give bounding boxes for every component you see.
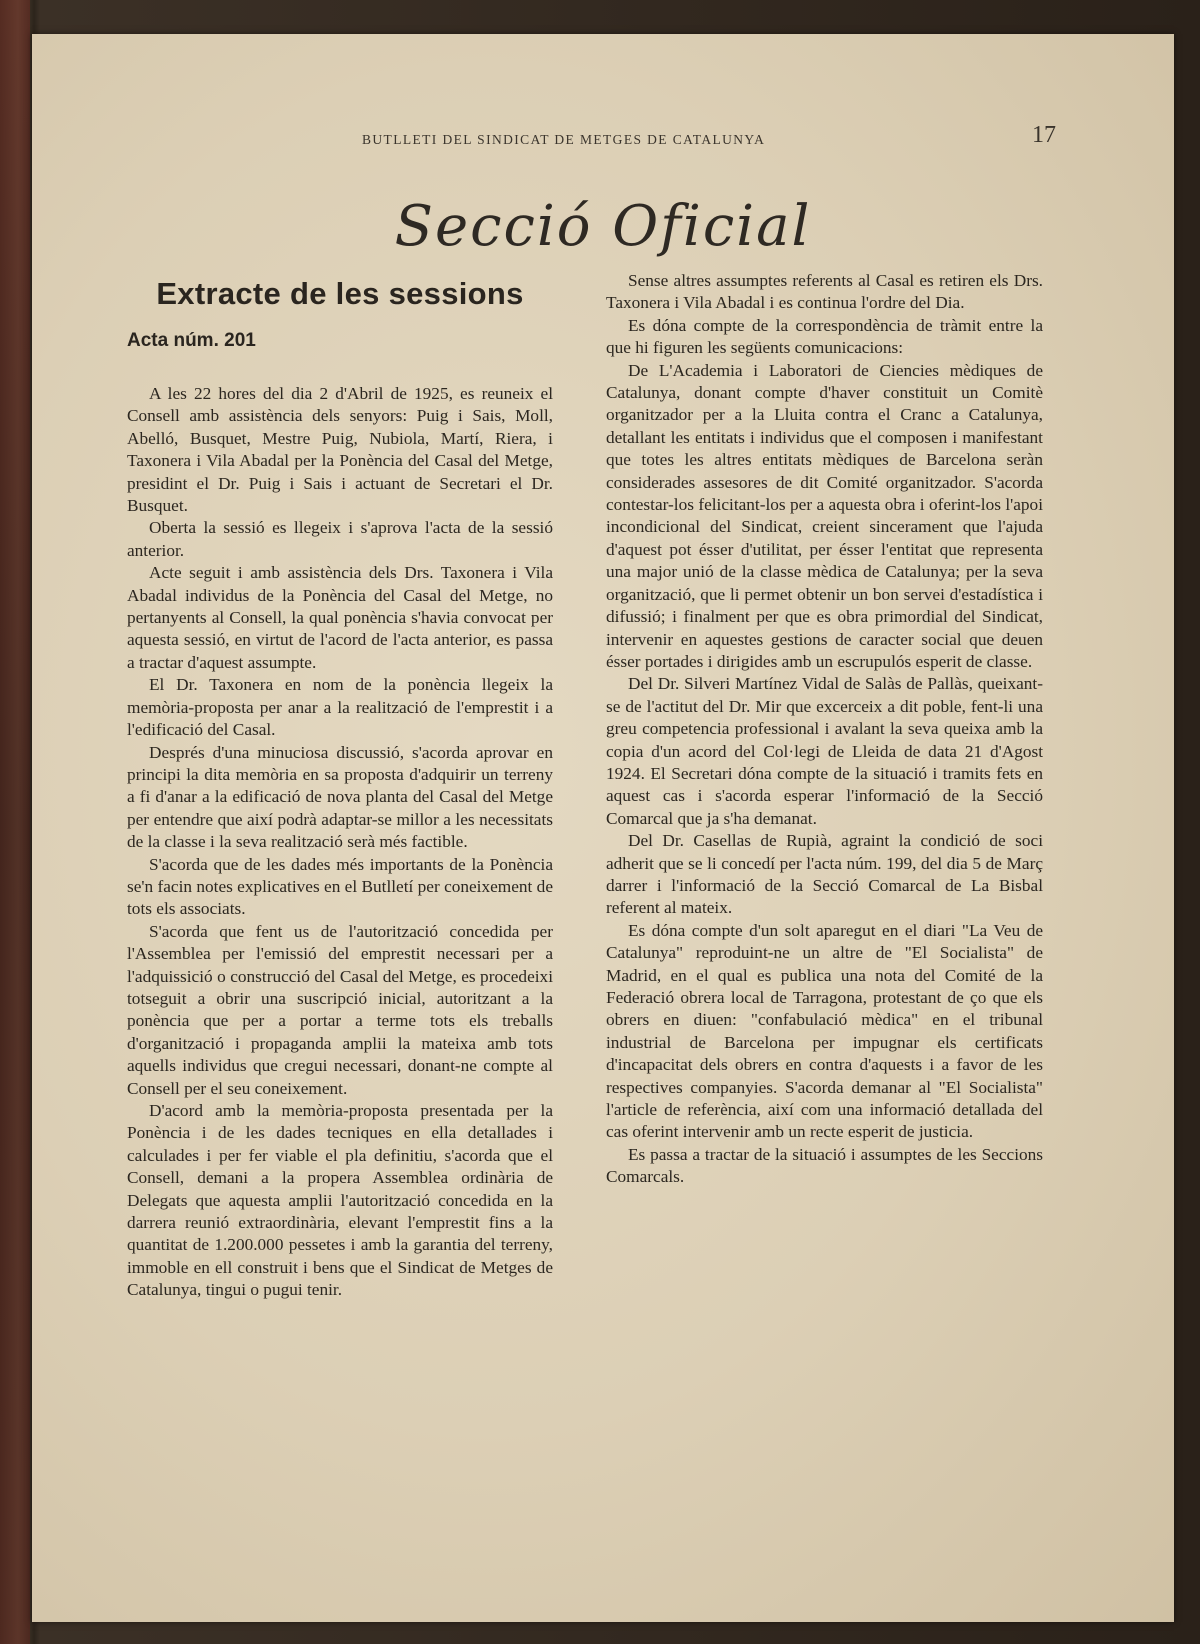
paragraph: S'acorda que fent us de l'autorització concedida per l'Assemblea per l'emissió del emprestit necessari per a l'adquissició o construcció del Casal del Metge, es procedeixi totseguit a obrir una suscripció inicial, autoritzant a la ponència que per a portar a terme tots els treballs d'organització i propaganda amplii la mateixa amb tots aquells individus que cregui necessari, donant-ne compte al Consell per el seu coneixement. [127, 921, 553, 1098]
paragraph: Del Dr. Silveri Martínez Vidal de Salàs de Pallàs, queixant-se de l'actitut del Dr. Mir que excerceix a dit poble, fent-li una greu competencia professional i avalant la seva queixa amb la copia d'un acord del Col·legi de Lleida de data 21 d'Agost 1924. El Secretari dóna compte de la situació i tramits fets en aquest cas i s'acorda esperar l'informació de la Secció Comarcal que ja s'ha demanat. [606, 674, 1043, 828]
paragraph: S'acorda que de les dades més importants de la Ponència se'n facin notes explicatives en el Butlletí per coneixement de tots els associats. [127, 854, 553, 919]
paragraph: Acte seguit i amb assistència dels Drs. Taxonera i Vila Abadal individus de la Ponència del Casal del Metge, no pertanyents al Consell, la qual ponència s'havia convocat per aquesta sessió, en virtut de l'acord de l'acta anterior, es passa a tractar d'aquest assumpte. [127, 563, 553, 672]
article-heading: Extracte de les sessions [156, 276, 524, 311]
paragraph: El Dr. Taxonera en nom de la ponència llegeix la memòria-proposta per anar a la realització de l'emprestit i a l'edificació del Casal. [127, 675, 553, 740]
running-header: BUTLLETI DEL SINDICAT DE METGES DE CATALUNYA [362, 132, 766, 147]
left-column [127, 383, 553, 1302]
paragraph: Sense altres assumptes referents al Casal es retiren els Drs. Taxonera i Vila Abadal i es continua l'ordre del Dia. [606, 271, 1043, 313]
journal-page [32, 34, 1174, 1622]
paragraph: Del Dr. Casellas de Rupià, agraint la condició de soci adherit que se li concedí per l'acta núm. 199, del dia 5 de Març darrer i l'informació de la Secció Comarcal de La Bisbal referent al mateix. [606, 831, 1043, 918]
paragraph: Es passa a tractar de la situació i assumptes de les Seccions Comarcals. [606, 1144, 1043, 1187]
paragraph: Oberta la sessió es llegeix i s'aprova l'acta de la sessió anterior. [127, 518, 553, 560]
paragraph: De L'Academia i Laboratori de Ciencies mèdiques de Catalunya, donant compte d'haver constituit un Comitè organitzador per a la Lluita contra el Cranc a Catalunya, detallant les entitats i individus que el composen i manifestant que totes les altres entitats mèdiques de Barcelona seràn considerades assesores de dit Comité organitzador. S'acorda contestar-los felicitant-los per a aquesta obra i oferint-los l'apoi incondicional del Sindicat, creient sincerament que l'ajuda d'aquest pot ésser d'utilitat, per ésser l'entitat que representa una major unió de la classe mèdica de Catalunya; per la seva organització, que li permet obtenir un bon servei d'estadística i difussió; i finalment per que es obra primordial del Sindicat, intervenir en aquestes gestions de caracter social que deuen ésser portades i dirigides amb un escrupulós esperit de classe. [606, 360, 1043, 671]
page-number: 17 [1032, 122, 1056, 148]
minutes-number: Acta núm. 201 [127, 330, 256, 351]
section-title: Secció Oficial [394, 194, 812, 259]
paragraph: A les 22 hores del dia 2 d'Abril de 1925, es reuneix el Consell amb assistència dels senyors: Puig i Sais, Moll, Abelló, Busquet, Mestre Puig, Nubiola, Martí, Riera, i Taxonera i Vila Abadal per la Ponència del Casal del Metge, presidint el Dr. Puig i Sais i actuant de Secretari el Dr. Busquet. [127, 384, 553, 516]
paragraph: D'acord amb la memòria-proposta presentada per la Ponència i de les dades tecniques en ella detallades i calculades i per fer viable el pla definitiu, s'acorda que el Consell, demani a la propera Assemblea ordinària de Delegats que aquesta amplii l'autorització concedida en la darrera reunió extraordinària, elevant l'emprestit fins a la quantitat de 1.200.000 pessetes i amb la garantia del terreny, immoble en ell construit i bens que el Sindicat de Metges de Catalunya, tingui o pugui tenir. [127, 1101, 553, 1300]
paragraph: Després d'una minuciosa discussió, s'acorda aprovar en principi la dita memòria en sa proposta d'adquirir un terreny a fi d'anar a la edificació de nova planta del Casal del Metge per entendre que així podrà adaptar-se millor a les necessitats de la classe i la seva realització serà més factible. [127, 742, 553, 852]
right-column [606, 270, 1043, 1189]
paragraph: Es dóna compte d'un solt aparegut en el diari "La Veu de Catalunya" reproduint-ne un altre de "El Socialista" de Madrid, en el qual es publica una nota del Comité de la Federació obrera local de Tarragona, protestant de ço que els obrers en diuen: "confabulació mèdica" en el tribunal industrial de Barcelona per impugnar els certificats d'incapacitat dels obrers en contra d'aquests i a favor de les respectives companyies. S'acorda demanar al "El Socialista" l'article de referència, així com una informació detallada del cas oferint intervenir amb un recte esperit de justicia. [606, 920, 1043, 1142]
book-cover-edge [0, 0, 30, 1644]
paragraph: Es dóna compte de la correspondència de tràmit entre la que hi figuren les següents comunicacions: [606, 315, 1043, 358]
